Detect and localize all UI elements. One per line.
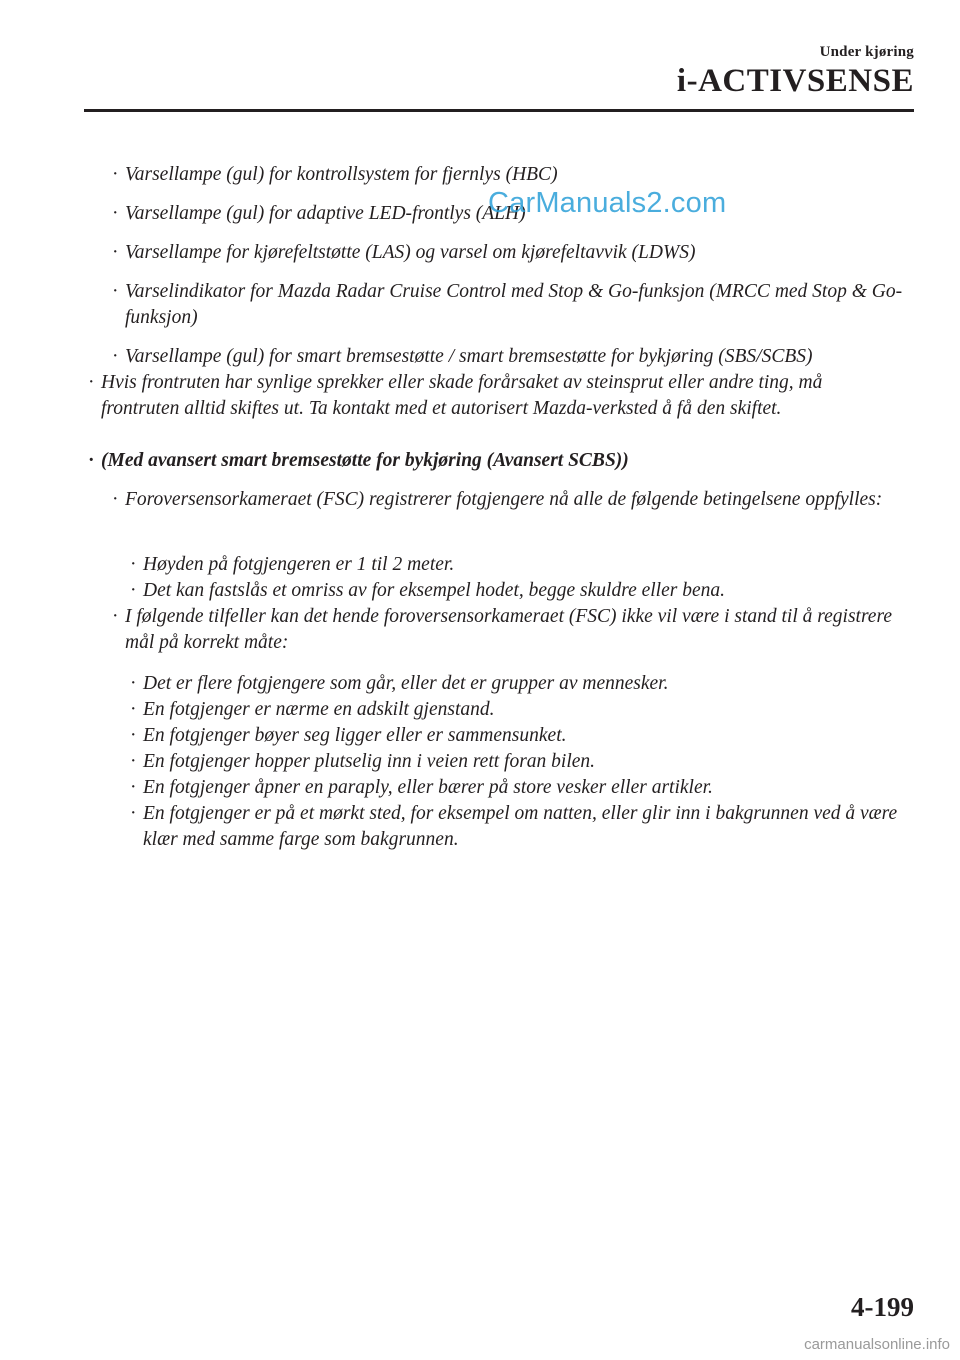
- list-item: · Høyden på fotgjengeren er 1 til 2 meter.: [130, 554, 455, 575]
- page-header: [677, 44, 914, 99]
- list-item: · Foroversensorkameraet (FSC) registrerer fotgjengere nå alle de følgende betingelsene oppfylles:: [112, 489, 883, 510]
- list-item: · Hvis frontruten har synlige sprekker eller skade forårsaket av steinsprut eller andre ting, må frontruten alltid skiftes ut. Ta kontakt med et autorisert Mazda-verksted å få den skiftet.: [88, 372, 823, 419]
- list-item: · En fotgjenger er nærme en adskilt gjenstand.: [130, 699, 495, 720]
- list-item: · I følgende tilfeller kan det hende foroversensorkameraet (FSC) ikke vil være i stand til å registrere mål på korrekt måte:: [112, 606, 892, 653]
- list-item: · En fotgjenger hopper plutselig inn i veien rett foran bilen.: [130, 751, 596, 772]
- list-item-heading: · (Med avansert smart bremsestøtte for bykjøring (Avansert SCBS)): [88, 450, 629, 471]
- list-item: · Varsellampe (gul) for adaptive LED-frontlys (ALH): [112, 203, 526, 224]
- watermark-carmanualsonline: carmanualsonline.info: [804, 1336, 950, 1353]
- list-item: · Varselindikator for Mazda Radar Cruise Control med Stop & Go-funksjon (MRCC med Stop & Go-funksjon): [112, 281, 903, 328]
- list-item: · En fotgjenger bøyer seg ligger eller er sammensunket.: [130, 725, 567, 746]
- watermark-carmanuals2: CarManuals2.com: [488, 187, 727, 219]
- page-number: 4-199: [851, 1292, 914, 1322]
- header-rule: [84, 109, 914, 112]
- chapter-title: i-ACTIVSENSE: [676, 63, 914, 99]
- list-item: · Varsellampe (gul) for smart bremsestøtte / smart bremsestøtte for bykjøring (SBS/SCBS): [112, 346, 813, 367]
- section-label: Under kjøring: [819, 44, 914, 60]
- list-item: · En fotgjenger åpner en paraply, eller bærer på store vesker eller artikler.: [130, 777, 713, 798]
- list-item: · Det er flere fotgjengere som går, eller det er grupper av mennesker.: [130, 673, 669, 694]
- list-item: · Varsellampe for kjørefeltstøtte (LAS) og varsel om kjørefeltavvik (LDWS): [112, 242, 696, 263]
- list-item: · Varsellampe (gul) for kontrollsystem for fjernlys (HBC): [112, 164, 558, 185]
- list-item: · Det kan fastslås et omriss av for eksempel hodet, begge skuldre eller bena.: [130, 580, 725, 601]
- list-item: · En fotgjenger er på et mørkt sted, for eksempel om natten, eller glir inn i bakgrunnen ved å være klær med samme farge som bakgrunnen.: [130, 803, 898, 850]
